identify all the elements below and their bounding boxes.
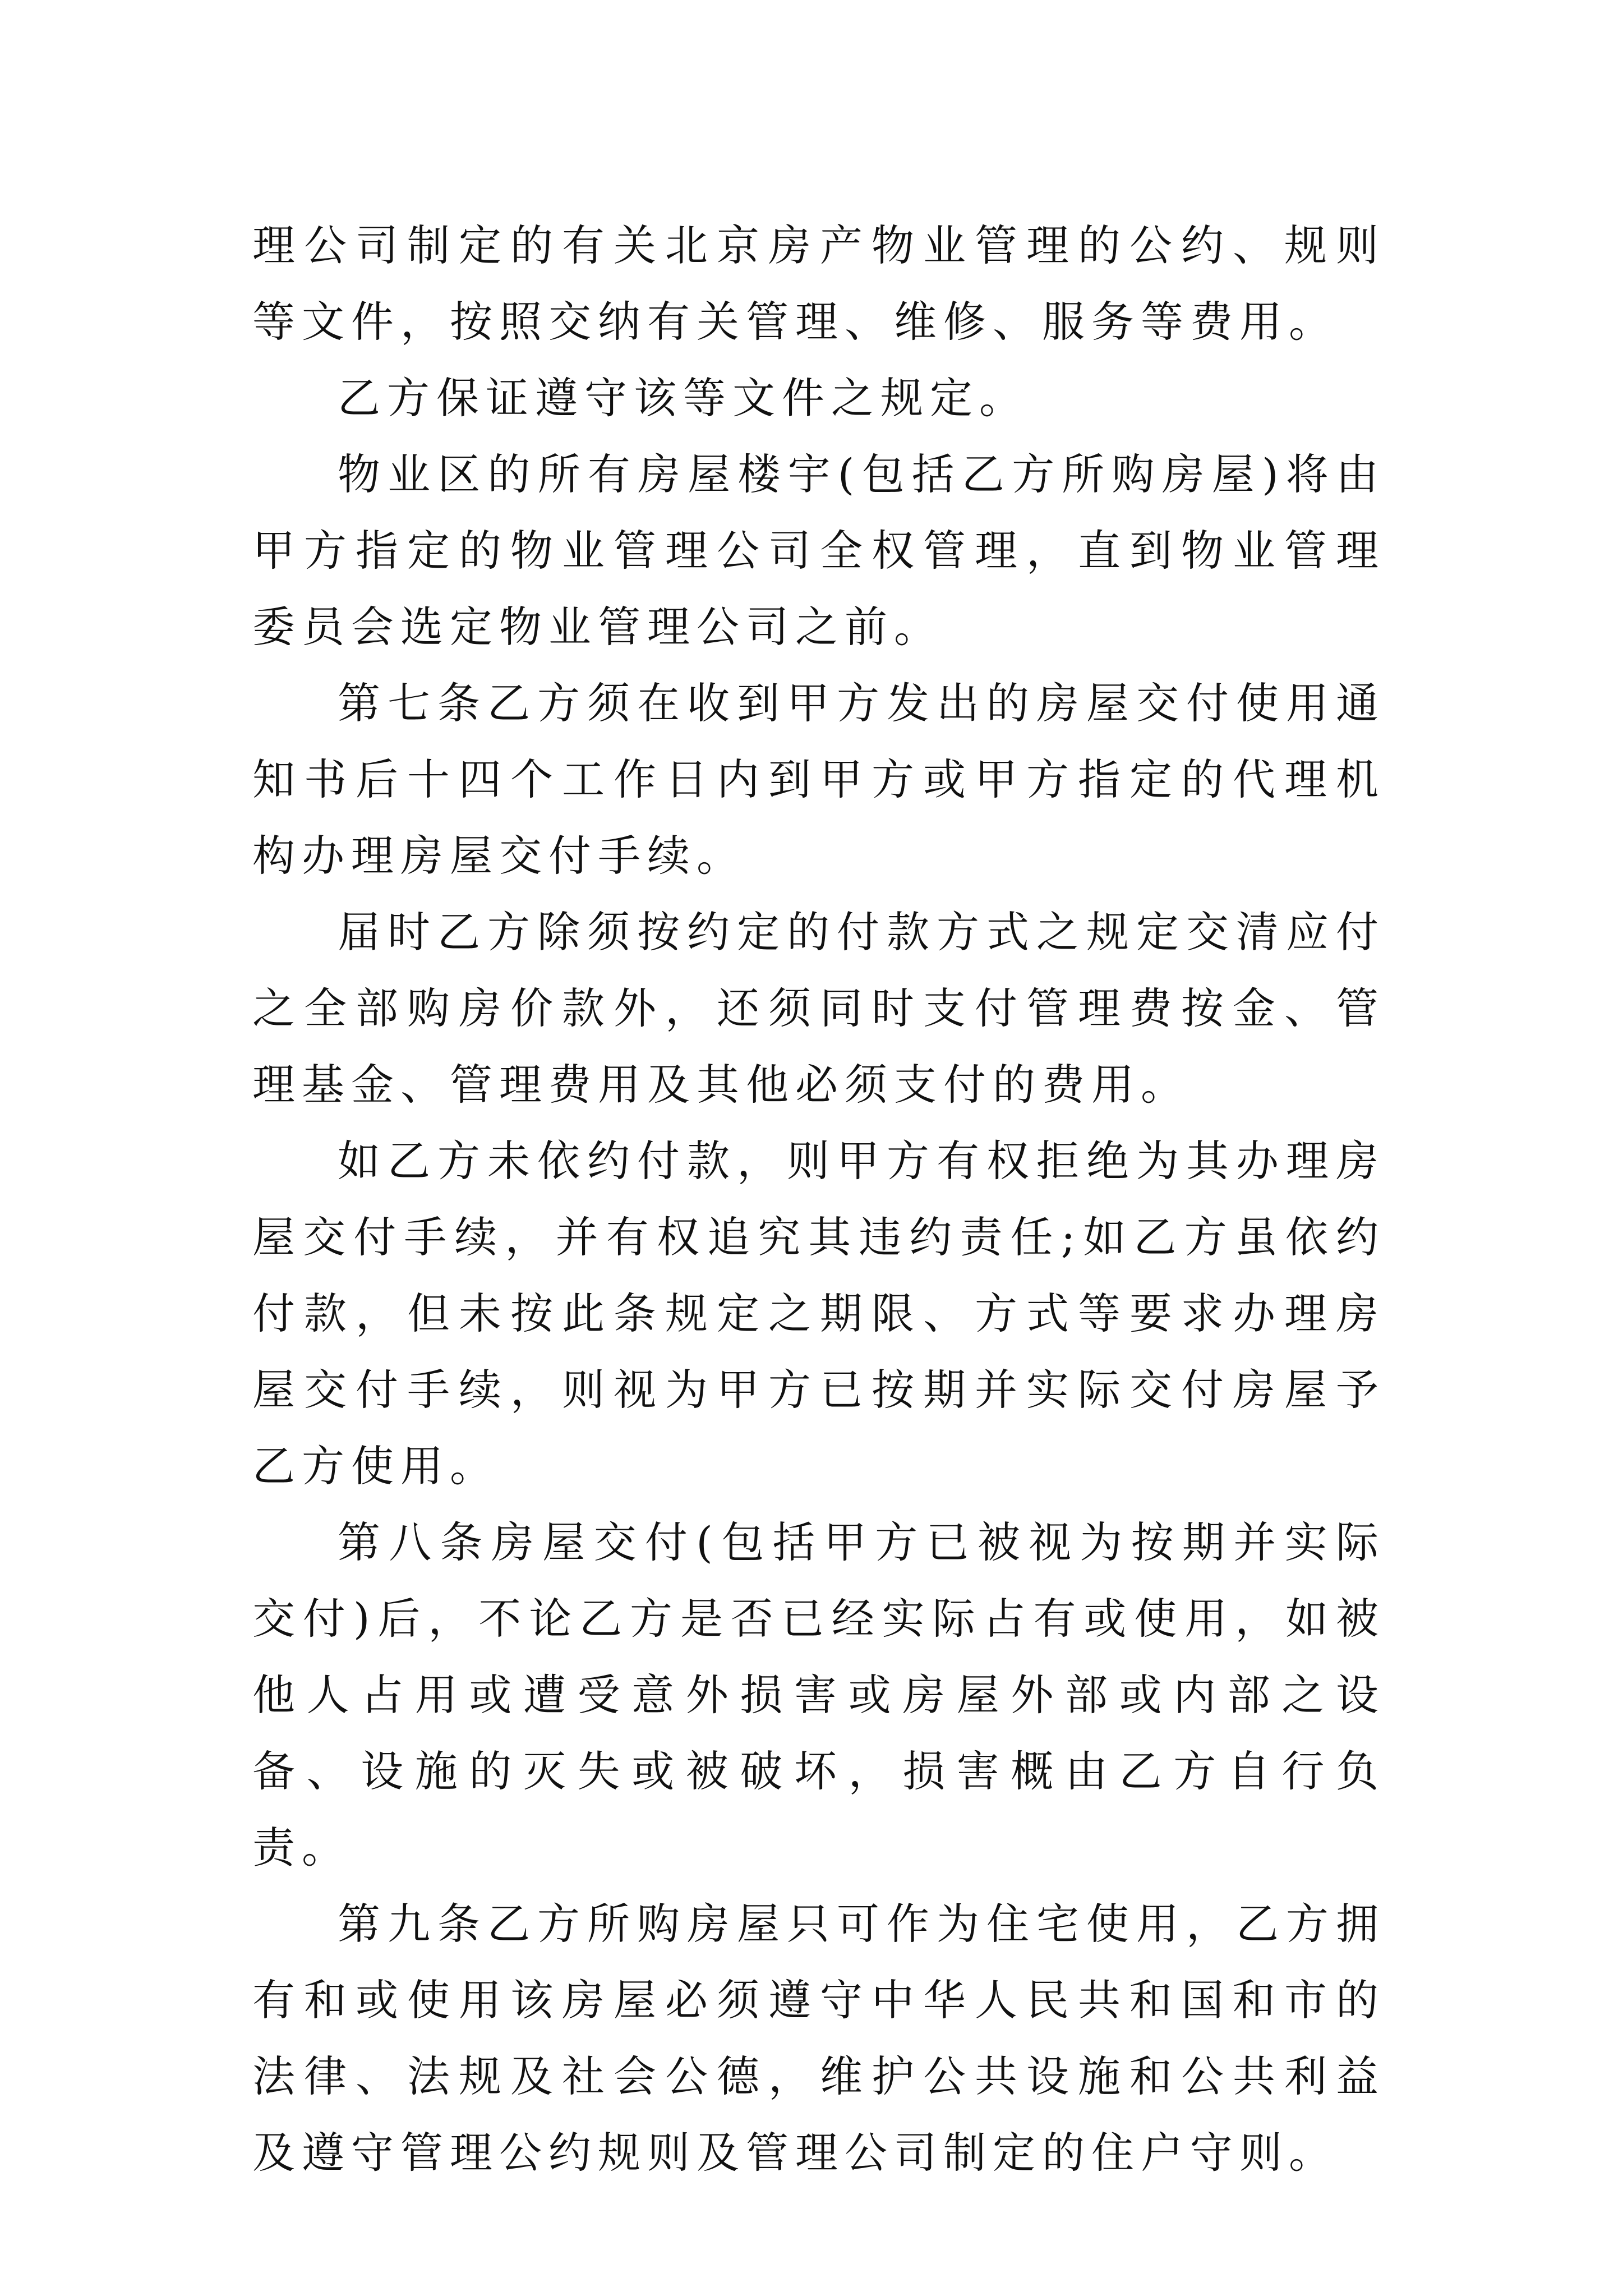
paragraph-breach-of-payment: 如乙方未依约付款，则甲方有权拒绝为其办理房屋交付手续，并有权追究其违约责任;如乙方虽依约付款，但未按此条规定之期限、方式等要求办理房屋交付手续，则视为甲方已按期并实际交付房屋予乙方使用。: [252, 1136, 1385, 1491]
paragraph-article-8-risk: 第八条房屋交付(包括甲方已被视为按期并实际交付)后，不论乙方是否已经实际占有或使用，如被他人占用或遭受意外损害或房屋外部或内部之设备、设施的灭失或被破坏，损害概由乙方自行负责。: [252, 1517, 1385, 1872]
paragraph-payment-requirements: 届时乙方除须按约定的付款方式之规定交清应付之全部购房价款外，还须同时支付管理费按金、管理基金、管理费用及其他必须支付的费用。: [252, 907, 1385, 1110]
paragraph-article-9-residential-use: 第九条乙方所购房屋只可作为住宅使用，乙方拥有和或使用该房屋必须遵守中华人民共和国和市的法律、法规及社会公德，维护公共设施和公共利益及遵守管理公约规则及管理公司制定的住户守则。: [252, 1899, 1385, 2178]
paragraph-article-7-handover: 第七条乙方须在收到甲方发出的房屋交付使用通知书后十四个工作日内到甲方或甲方指定的代理机构办理房屋交付手续。: [252, 678, 1385, 881]
paragraph-compliance-guarantee: 乙方保证遵守该等文件之规定。: [338, 373, 1029, 423]
paragraph-continued-management-rules: 理公司制定的有关北京房产物业管理的公约、规则等文件，按照交纳有关管理、维修、服务等费用。: [252, 220, 1385, 347]
paragraph-property-management: 物业区的所有房屋楼宇(包括乙方所购房屋)将由甲方指定的物业管理公司全权管理，直到物业管理委员会选定物业管理公司之前。: [252, 449, 1385, 652]
contract-body: [252, 208, 1385, 2191]
